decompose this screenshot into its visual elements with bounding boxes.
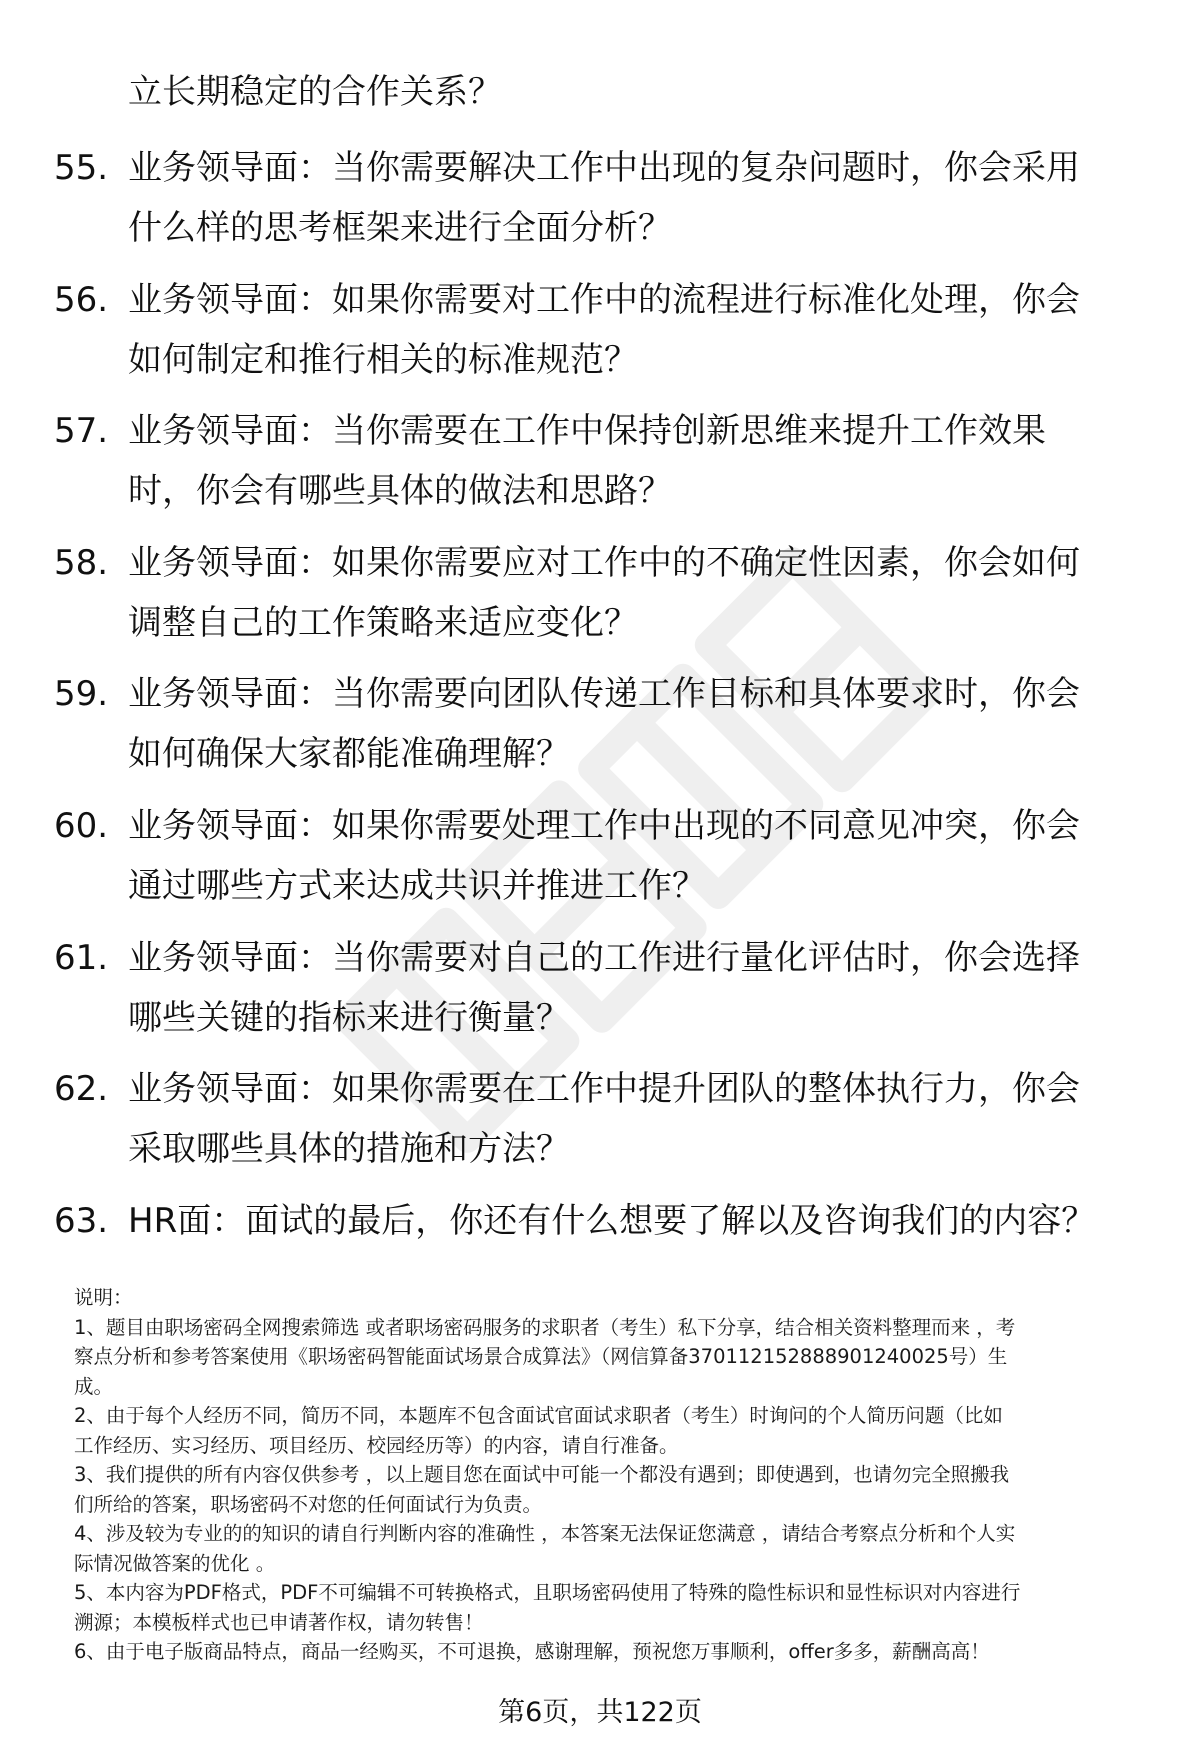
notes-line: 3、我们提供的所有内容仅供参考 ，以上题目您在面试中可能一个都没有遇到；即使遇到，也请勿完全照搬我: [74, 1463, 1010, 1486]
notes-line: 溯源；本模板样式也已申请著作权，请勿转售！: [74, 1610, 484, 1634]
question-number: 56.: [54, 279, 109, 320]
question-item: [0, 1059, 1200, 1191]
notes-line: 察点分析和参考答案使用《职场密码智能面试场景合成算法》（网信算备370112152888901240025号）生: [74, 1345, 1008, 1368]
question-text-line: 业务领导面：当你需要向团队传递工作目标和具体要求时，你会: [128, 674, 1080, 715]
notes-line: 1、题目由职场密码全网搜索筛选 或者职场密码服务的求职者（考生）私下分享，结合相关资料整理而来 ，考: [74, 1315, 1016, 1339]
question-text-line: 业务领导面：当你需要解决工作中出现的复杂问题时，你会采用: [128, 148, 1080, 188]
question-number: 59.: [54, 674, 109, 715]
question-item: [0, 796, 1200, 928]
question-text-line: 如何制定和推行相关的标准规范？: [128, 339, 638, 380]
notes-section: [74, 1283, 1164, 1667]
notes-line: 5、本内容为PDF格式，PDF不可编辑不可转换格式，且职场密码使用了特殊的隐性标识和显性标识对内容进行: [74, 1581, 1021, 1604]
question-text-line: 业务领导面：当你需要在工作中保持创新思维来提升工作效果: [128, 411, 1046, 452]
question-text-line: 如何确保大家都能准确理解？: [128, 734, 570, 775]
question-text-line: HR面：面试的最后，你还有什么想要了解以及咨询我们的内容？: [128, 1200, 1096, 1241]
question-text-line: 哪些关键的指标来进行衡量？: [128, 997, 570, 1038]
question-number: 58.: [54, 542, 109, 583]
question-number: 63.: [54, 1200, 109, 1241]
continuation-line: 立长期稳定的合作关系？: [128, 72, 502, 112]
question-text-line: 业务领导面：如果你需要应对工作中的不确定性因素，你会如何: [128, 542, 1080, 583]
notes-line: 2、由于每个人经历不同，简历不同，本题库不包含面试官面试求职者（考生）时询问的个人简历问题（比如: [74, 1404, 1003, 1427]
notes-line: 工作经历、实习经历、项目经历、校园经历等）的内容，请自行准备。: [74, 1433, 679, 1457]
notes-title: 说明：: [74, 1286, 133, 1309]
question-number: 55.: [54, 148, 109, 188]
question-text-line: 通过哪些方式来达成共识并推进工作？: [128, 865, 706, 906]
question-text-line: 调整自己的工作策略来适应变化？: [128, 602, 638, 643]
question-text-line: 采取哪些具体的措施和方法？: [128, 1129, 570, 1170]
question-number: 60.: [54, 805, 109, 846]
question-number: 57.: [54, 411, 109, 452]
notes-line: 际情况做答案的优化 。: [74, 1551, 276, 1575]
question-list: [0, 138, 1200, 1322]
question-text-line: 业务领导面：如果你需要处理工作中出现的不同意见冲突，你会: [128, 805, 1080, 846]
question-item: [0, 270, 1200, 402]
question-text-line: 业务领导面：如果你需要在工作中提升团队的整体执行力，你会: [128, 1069, 1080, 1110]
notes-line: 们所给的答案，职场密码不对您的任何面试行为负责。: [74, 1492, 543, 1516]
notes-line: 成。: [74, 1374, 114, 1398]
question-item: [0, 664, 1200, 796]
page-number-footer: 第6页，共122页: [498, 1697, 702, 1728]
question-item: [0, 533, 1200, 665]
question-item: [0, 928, 1200, 1060]
question-number: 62.: [54, 1069, 109, 1110]
question-item: [0, 138, 1200, 270]
notes-line: 6、由于电子版商品特点，商品一经购买，不可退换，感谢理解，预祝您万事顺利，offer多多，薪酬高高！: [74, 1640, 990, 1663]
question-text-line: 业务领导面：当你需要对自己的工作进行量化评估时，你会选择: [128, 937, 1080, 978]
question-number: 61.: [54, 937, 109, 978]
notes-line: 4、涉及较为专业的的知识的请自行判断内容的准确性 ，本答案无法保证您满意 ，请结合考察点分析和个人实: [74, 1522, 1016, 1545]
question-text-line: 业务领导面：如果你需要对工作中的流程进行标准化处理，你会: [128, 279, 1080, 320]
question-text-line: 时，你会有哪些具体的做法和思路？: [128, 471, 672, 512]
question-text-line: 什么样的思考框架来进行全面分析？: [128, 208, 672, 248]
question-item: [0, 401, 1200, 533]
